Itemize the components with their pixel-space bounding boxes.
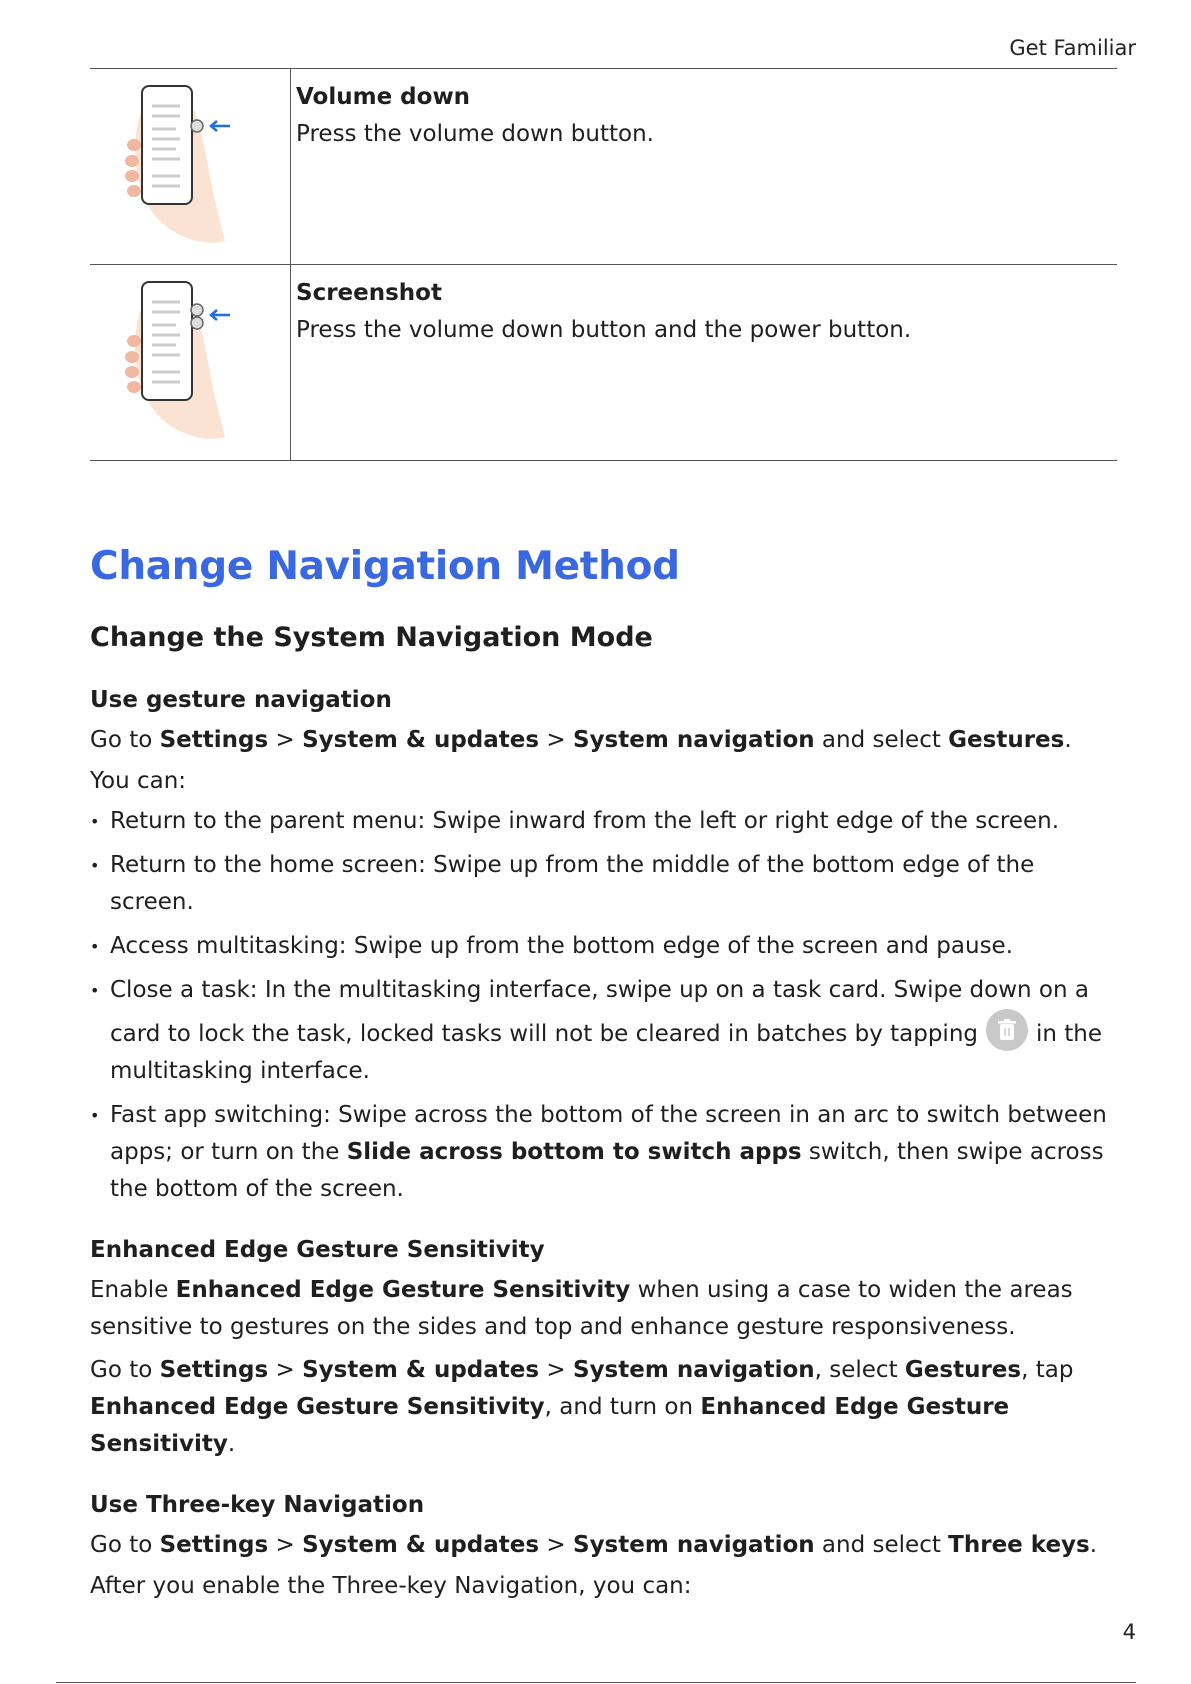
- edge-path: Go to Settings > System & updates > System navigation, select Gestures, tap Enhanced Edge Gesture Sensitivity, and turn on Enhanced Edge Gesture Sensitivity.: [90, 1357, 1074, 1457]
- edge-heading: Enhanced Edge Gesture Sensitivity: [90, 1237, 545, 1263]
- you-can-text: You can:: [90, 768, 187, 794]
- three-key-heading: Use Three-key Navigation: [90, 1492, 425, 1518]
- edge-description: Enable Enhanced Edge Gesture Sensitivity when using a case to widen the areas sensitive to gestures on the sides and top and enhance gesture responsiveness.: [90, 1277, 1073, 1340]
- section-subtitle: Change the System Navigation Mode: [90, 622, 653, 653]
- gesture-nav-path: Go to Settings > System & updates > System navigation and select Gestures.: [90, 727, 1072, 753]
- main-content: [90, 540, 1120, 1605]
- page-number: 4: [1122, 1620, 1136, 1644]
- list-item: • Return to the parent menu: Swipe inward from the left or right edge of the screen.: [90, 803, 1120, 840]
- gesture-list: [90, 803, 1120, 1208]
- gesture-description: Press the volume down button.: [296, 121, 654, 147]
- gesture-description: Press the volume down button and the power button.: [296, 317, 912, 343]
- page-title: Change Navigation Method: [90, 544, 680, 589]
- table-row: [90, 69, 1117, 265]
- list-item: • Close a task: In the multitasking interface, swipe up on a task card. Swipe down on a card to lock the task, locked tasks will not be cleared in batches by tapping in the multitasking interface.: [90, 972, 1120, 1090]
- list-item: • Access multitasking: Swipe up from the bottom edge of the screen and pause.: [90, 928, 1120, 965]
- list-item: • Fast app switching: Swipe across the bottom of the screen in an arc to switch between apps; or turn on the Slide across bottom to switch apps switch, then swipe across the bottom of the screen.: [90, 1097, 1120, 1208]
- gesture-title: Volume down: [296, 84, 471, 110]
- page-header-section: Get Familiar: [1009, 36, 1136, 60]
- trash-icon: [986, 1009, 1028, 1051]
- table-row: [90, 265, 1117, 461]
- gesture-nav-heading: Use gesture navigation: [90, 687, 392, 713]
- three-key-after: After you enable the Three-key Navigation, you can:: [90, 1573, 692, 1599]
- phone-volume-down-illustration: [90, 69, 291, 264]
- list-item: • Return to the home screen: Swipe up from the middle of the bottom edge of the screen.: [90, 847, 1120, 921]
- gesture-table: [90, 68, 1117, 461]
- footer-divider: [56, 1682, 1136, 1683]
- phone-screenshot-illustration: [90, 265, 291, 460]
- gesture-title: Screenshot: [296, 280, 442, 306]
- three-key-path: Go to Settings > System & updates > System navigation and select Three keys.: [90, 1532, 1098, 1558]
